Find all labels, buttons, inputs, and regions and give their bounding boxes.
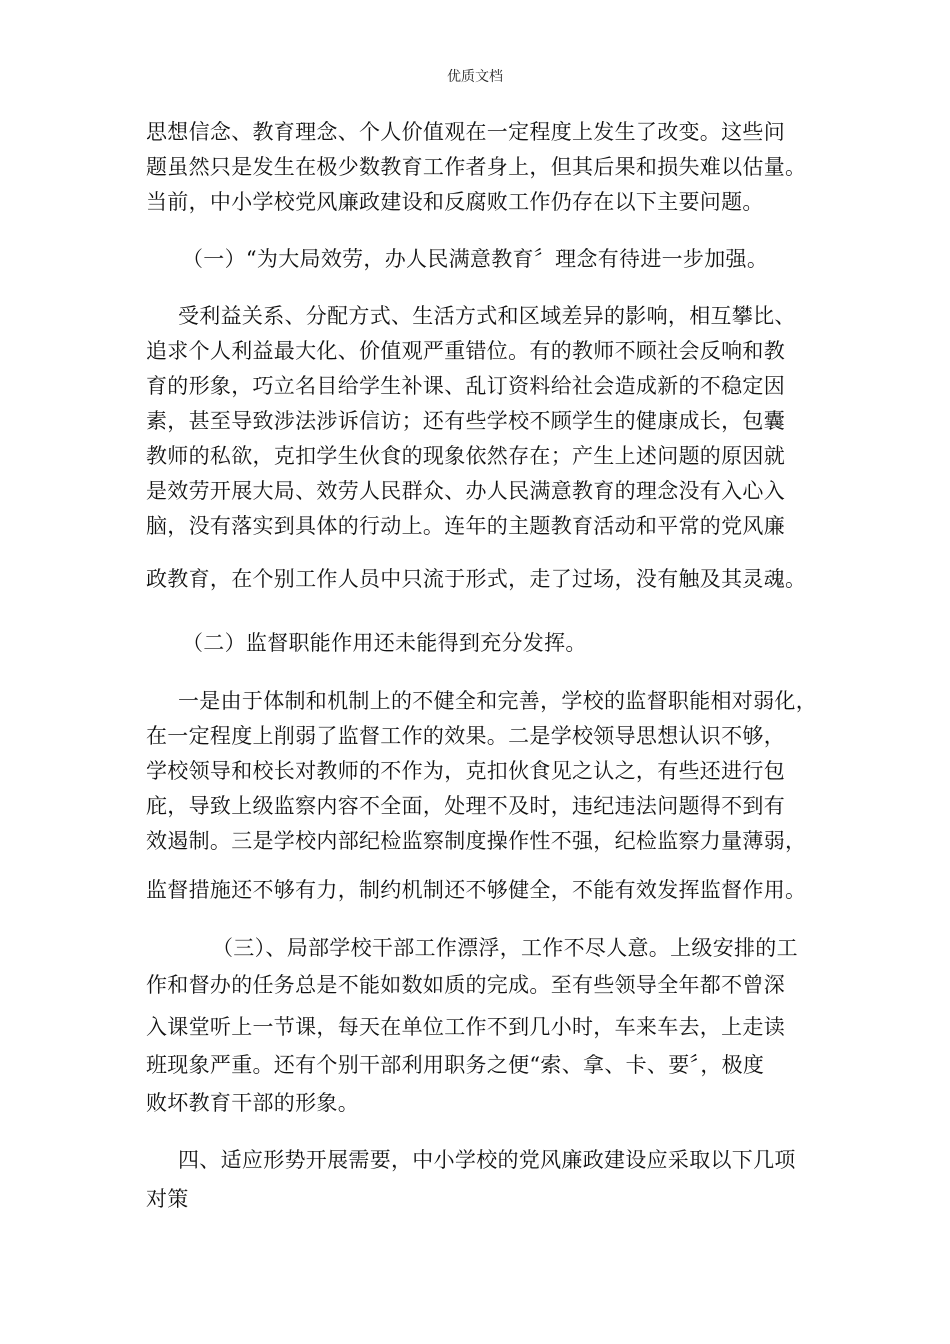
text-line: 是效劳开展大局、效劳人民群众、办人民满意教育的理念没有入心入 <box>146 479 785 503</box>
text-line: 庇，导致上级监察内容不全面，处理不及时，违纪违法问题得不到有 <box>146 794 785 818</box>
text-line: 在一定程度上削弱了监督工作的效果。二是学校领导思想认识不够， <box>146 724 785 748</box>
section-heading-4: 四、适应形势开展需要，中小学校的党风廉政建设应采取以下几项 <box>178 1148 796 1172</box>
text-line: 题虽然只是发生在极少数教育工作者身上，但其后果和损失难以估量。 <box>146 155 807 179</box>
text-line: 作和督办的任务总是不能如数如质的完成。至有些领导全年都不曾深 <box>146 973 785 997</box>
text-line: 对策 <box>146 1187 189 1211</box>
text-line: 入课堂听上一节课，每天在单位工作不到几小时，车来车去，上走读 <box>146 1015 785 1039</box>
text-line: 脑，没有落实到具体的行动上。连年的主题教育活动和平常的党风廉 <box>146 514 785 538</box>
text-line: 学校领导和校长对教师的不作为，克扣伙食见之认之，有些还进行包 <box>146 759 785 783</box>
text-line: 监督措施还不够有力，制约机制还不够健全，不能有效发挥监督作用。 <box>146 878 807 902</box>
page-header: 优质文档 <box>447 69 503 85</box>
text-line: 思想信念、教育理念、个人价值观在一定程度上发生了改变。这些问 <box>146 120 785 144</box>
text-line: 败坏教育干部的形象。 <box>146 1091 359 1115</box>
text-line: 效遏制。三是学校内部纪检监察制度操作性不强，纪检监察力量薄弱， <box>146 829 807 853</box>
text-line: 素，甚至导致涉法涉诉信访；还有些学校不顾学生的健康成长，包囊 <box>146 409 785 433</box>
text-line: 育的形象，巧立名目给学生补课、乱订资料给社会造成新的不稳定因 <box>146 374 785 398</box>
text-line: 追求个人利益最大化、价值观严重错位。有的教师不顾社会反响和教 <box>146 339 785 363</box>
text-line: 班现象严重。还有个别干部利用职务之便“索、拿、卡、要〞，极度 <box>146 1053 765 1077</box>
text-line: 一是由于体制和机制上的不健全和完善，学校的监督职能相对弱化， <box>178 689 817 713</box>
text-line: 政教育，在个别工作人员中只流于形式，走了过场，没有触及其灵魂。 <box>146 567 807 591</box>
text-line: 教师的私欲，克扣学生伙食的现象依然存在；产生上述问题的原因就 <box>146 444 785 468</box>
section-heading-2: （二）监督职能作用还未能得到充分发挥。 <box>182 631 587 655</box>
section-heading-1: （一）“为大局效劳，办人民满意教育〞理念有待进一步加强。 <box>182 247 769 271</box>
text-line: 当前，中小学校党风廉政建设和反腐败工作仍存在以下主要问题。 <box>146 190 764 214</box>
text-line: 受利益关系、分配方式、生活方式和区域差异的影响，相互攀比、 <box>178 304 796 328</box>
section-heading-3: （三）、局部学校干部工作漂浮，工作不尽人意。上级安排的工 <box>212 936 798 960</box>
